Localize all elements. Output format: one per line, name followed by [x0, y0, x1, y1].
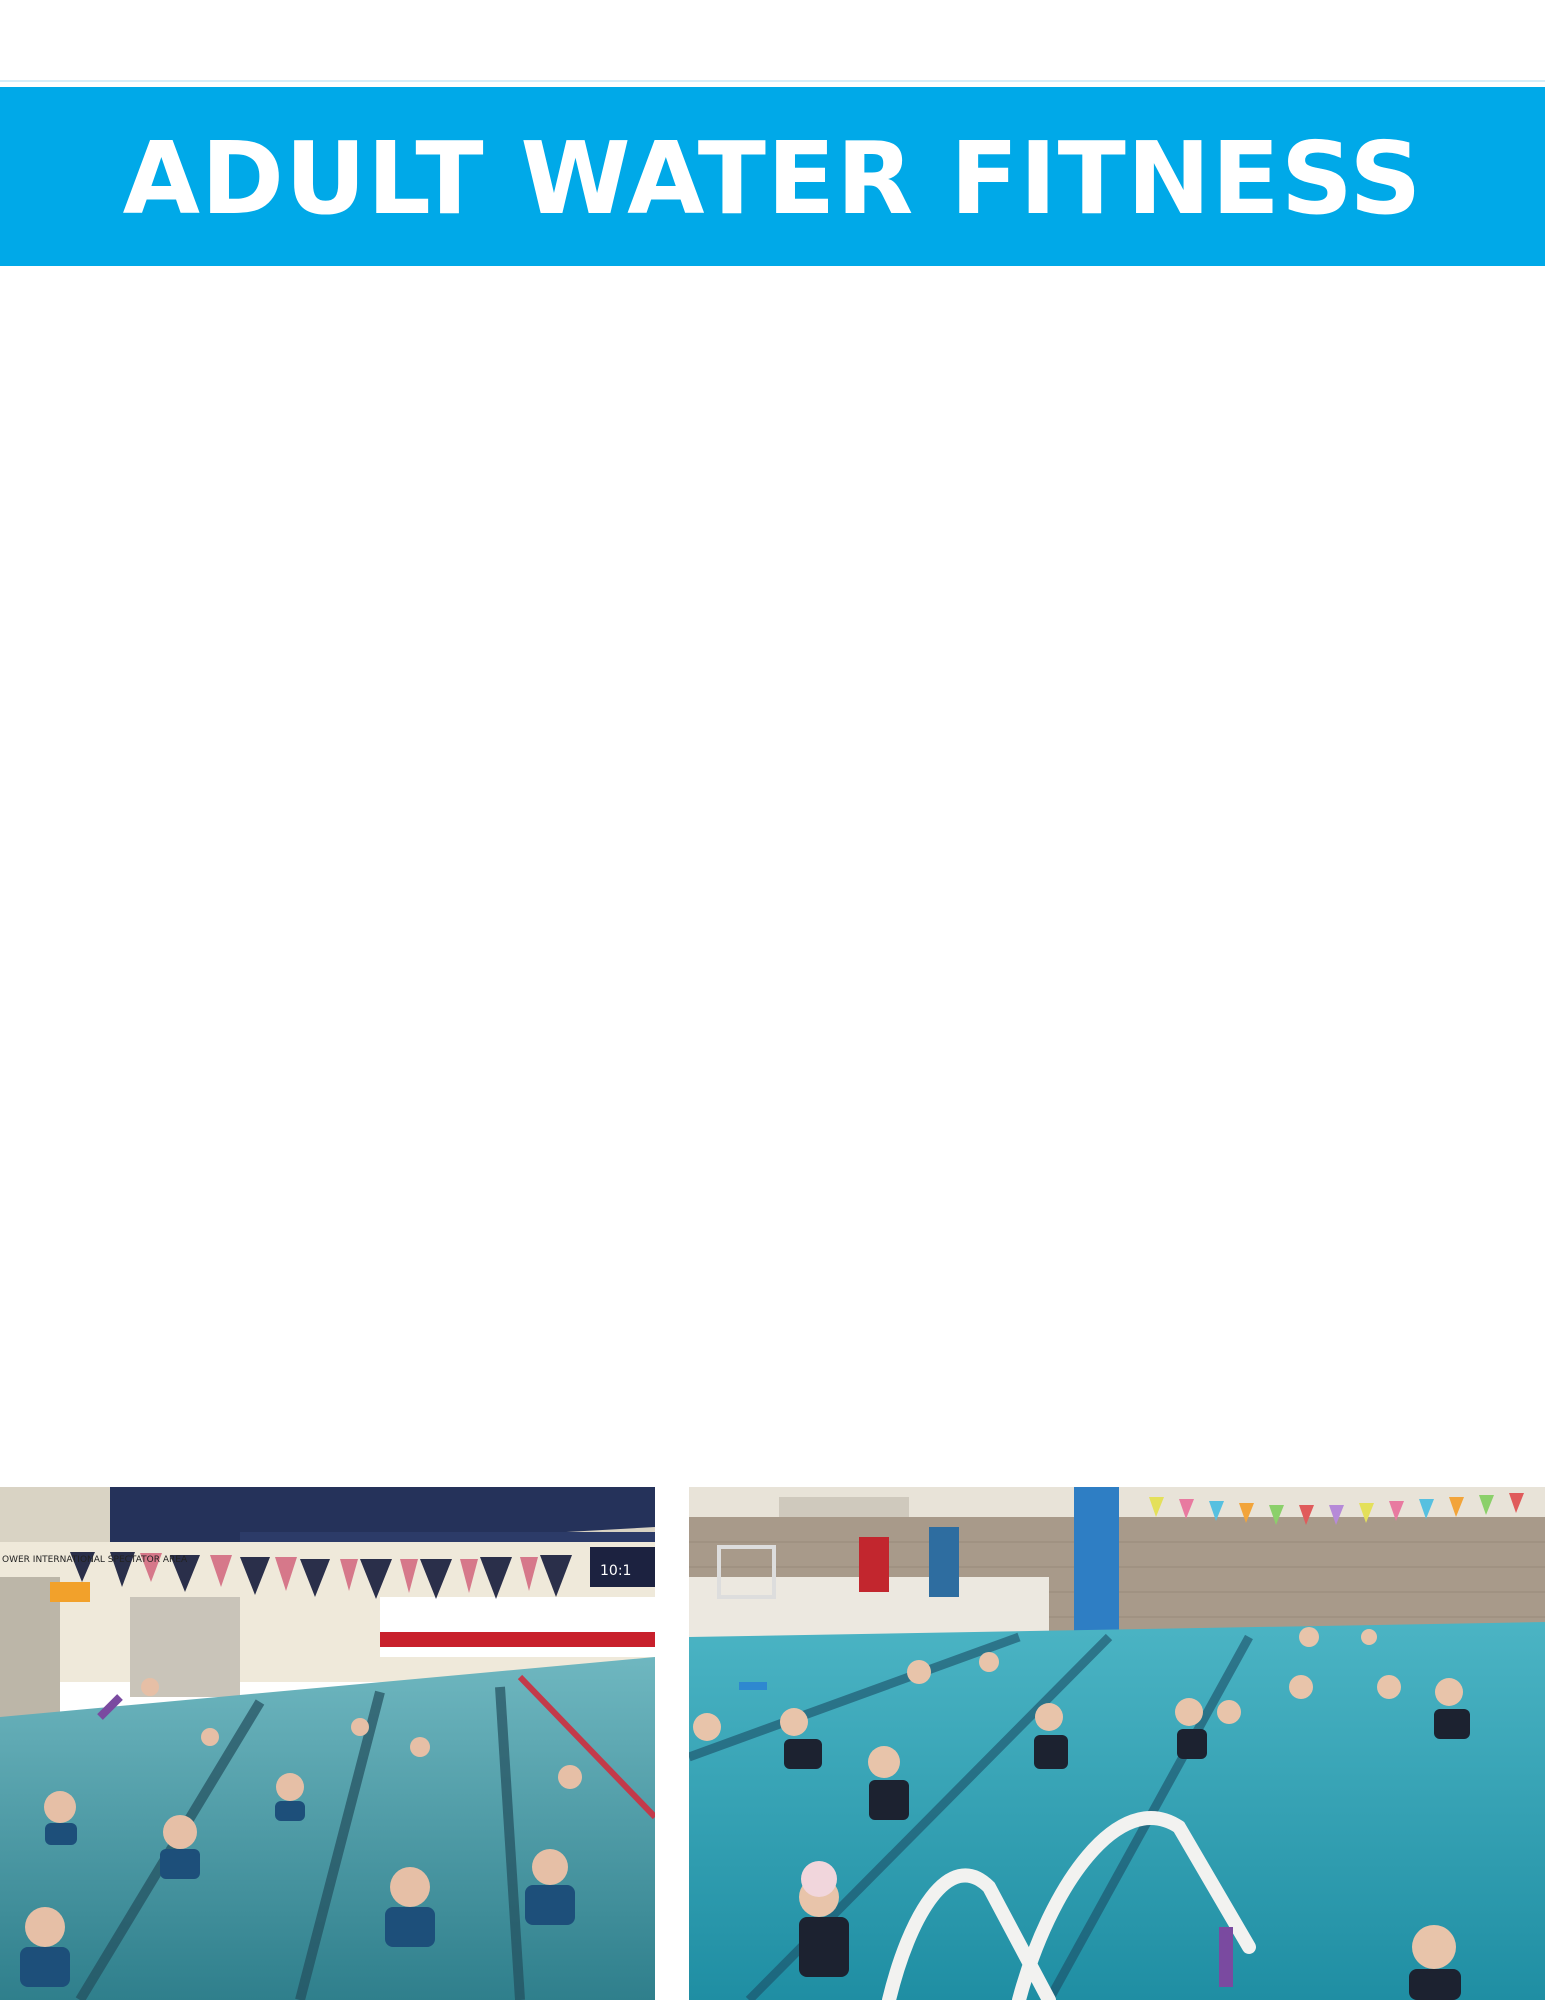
top-divider — [0, 80, 1545, 82]
indoor-pool-class-photo-right — [689, 1487, 1545, 2000]
title-banner — [0, 87, 1545, 266]
spectator-sign: OWER INTERNATIONAL SPECTATOR AREA — [2, 1555, 188, 1565]
page-title: ADULT WATER FITNESS — [122, 119, 1423, 237]
indoor-pool-class-photo-left — [0, 1487, 655, 2000]
clock-display: 10:1 — [600, 1563, 632, 1579]
